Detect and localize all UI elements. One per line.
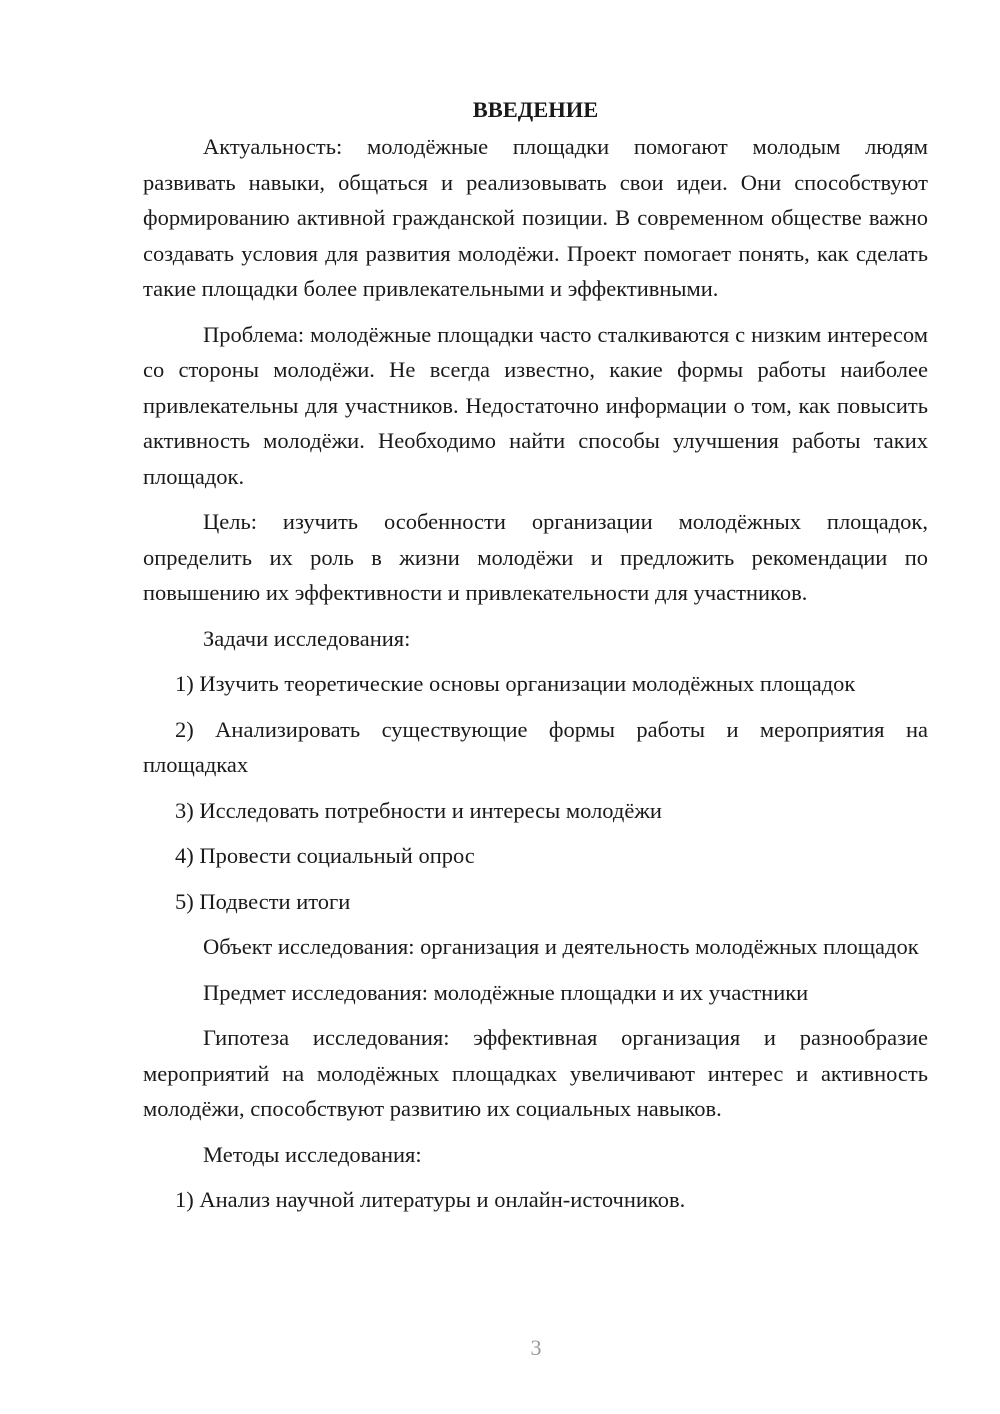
- task-item: 1) Изучить теоретические основы организации молодёжных площадок: [175, 671, 856, 696]
- goal-paragraph: Цель: изучить особенности организации молодёжных площадок, определить их роль в жизни молодёжи и предложить рекомендации по повышению их эффективности и привлекательности для участников.: [143, 509, 928, 605]
- relevance-paragraph: Актуальность: молодёжные площадки помогают молодым людям развивать навыки, общаться и реализовывать свои идеи. Они способствуют формированию активной гражданской позиции. В современном обществе важно создавать условия для развития молодёжи. Проект помогает понять, как сделать такие площадки более привлекательными и эффективными.: [143, 134, 928, 301]
- section-title: ВВЕДЕНИЕ: [472, 97, 599, 122]
- page-content: [143, 92, 928, 1228]
- task-item: 4) Провести социальный опрос: [175, 843, 475, 868]
- page-number: 3: [530, 1335, 542, 1360]
- problem-paragraph: Проблема: молодёжные площадки часто сталкиваются с низким интересом со стороны молодёжи. Не всегда известно, какие формы работы наиболее привлекательны для участников. Недостаточно информации о том, как повысить активность молодёжи. Необходимо найти способы улучшения работы таких площадок.: [143, 321, 928, 489]
- tasks-heading: Задачи исследования:: [203, 625, 411, 651]
- methods-heading: Методы исследования:: [203, 1141, 422, 1167]
- task-item: 3) Исследовать потребности и интересы молодёжи: [175, 797, 662, 823]
- task-item: 5) Подвести итоги: [175, 888, 351, 914]
- subject-paragraph: Предмет исследования: молодёжные площадки и их участники: [203, 979, 809, 1005]
- object-paragraph: Объект исследования: организация и деятельность молодёжных площадок: [203, 934, 919, 959]
- task-item: 2) Анализировать существующие формы работы и мероприятия на площадках: [143, 716, 928, 777]
- method-item: 1) Анализ научной литературы и онлайн-источников.: [175, 1187, 686, 1212]
- hypothesis-paragraph: Гипотеза исследования: эффективная организация и разнообразие мероприятий на молодёжных площадках увеличивают интерес и активность молодёжи, способствуют развитию их социальных навыков.: [143, 1025, 928, 1121]
